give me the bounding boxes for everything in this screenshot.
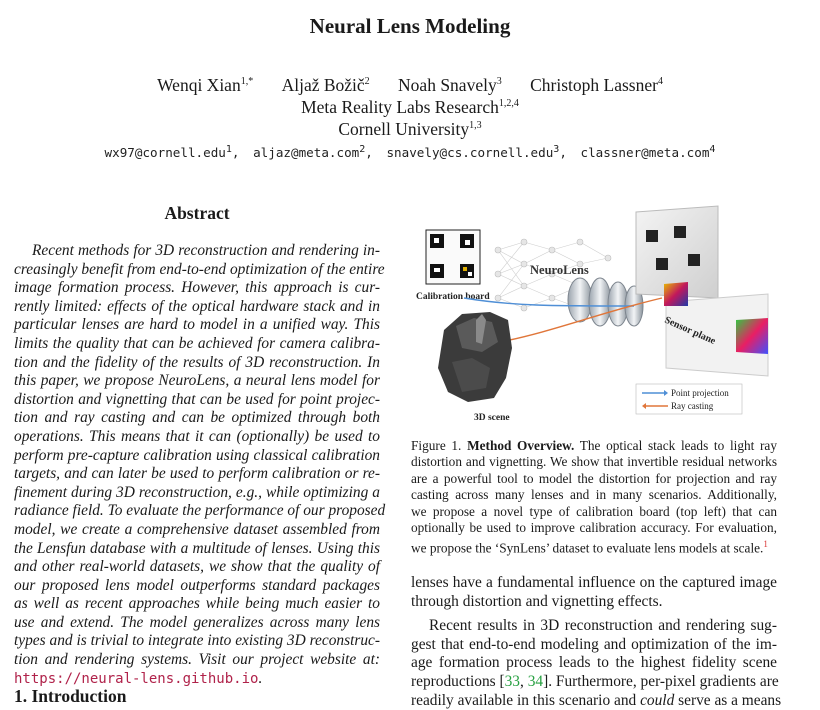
abstract-line: targets, and can later be used to perform calibration or re- bbox=[14, 465, 380, 483]
caption-line: are a powerful tool to model the distortion for projection and ray bbox=[411, 470, 777, 486]
body-line: lenses have a fundamental influence on the captured image bbox=[411, 574, 777, 591]
caption-line: we propose a novel type of calibration board (top left) that can bbox=[411, 503, 777, 519]
body-line: reproductions [33, 34]. Furthermore, per-pixel gradients are bbox=[411, 672, 779, 690]
lens-stack-graphic bbox=[568, 278, 643, 326]
citation-link[interactable]: 34 bbox=[527, 672, 544, 690]
caption-line: optionally be used to improve calibration accuracy. For evaluation, bbox=[411, 520, 777, 536]
author: Christoph Lassner$^4$ bbox=[530, 75, 663, 95]
section-heading-introduction: 1. Introduction bbox=[14, 686, 127, 706]
abstract-line: limits the quality that can be achieved for camera calibra- bbox=[14, 334, 380, 352]
email: aljaz@meta.com$^2$, bbox=[253, 143, 373, 160]
abstract-line: operations. This means that it can (optionally) be used to bbox=[14, 427, 380, 445]
abstract-url-line: https://neural-lens.github.io. bbox=[14, 669, 263, 687]
author: Noah Snavely$^3$ bbox=[398, 75, 502, 95]
citation-link[interactable]: 33 bbox=[504, 672, 520, 690]
introduction-body-text bbox=[411, 574, 782, 710]
abstract-line: types and is trivial to integrate into existing 3D reconstruc- bbox=[14, 632, 380, 650]
figure-legend bbox=[636, 384, 742, 414]
caption-line: Figure 1. Method Overview. The optical stack leads to light ray bbox=[411, 438, 777, 453]
legend-ray-casting: Ray casting bbox=[671, 401, 714, 411]
abstract-line: tion and the fidelity of the results of 3D reconstruction. In bbox=[14, 353, 380, 371]
figure-caption bbox=[411, 438, 777, 557]
legend-point-projection: Point projection bbox=[671, 388, 729, 398]
3d-scene-label: 3D scene bbox=[474, 413, 510, 423]
abstract-line: and other real-world datasets, we show that the quality of bbox=[14, 558, 380, 576]
body-line: Recent results in 3D reconstruction and rendering sug- bbox=[429, 617, 777, 635]
email: snavely@cs.cornell.edu$^3$, bbox=[386, 143, 567, 160]
footnote-reference[interactable]: 1 bbox=[763, 539, 768, 550]
abstract-line: as well as recent approaches while being much easier to bbox=[14, 595, 380, 613]
caption-line: casting across many lenses and in many scenarios. Additionally, bbox=[411, 487, 777, 503]
sensor-plane-label: Sensor plane bbox=[662, 314, 718, 347]
abstract-line: radiance field. To evaluate the performance of our proposed bbox=[14, 502, 386, 520]
abstract-line: image formation process. However, this approach is cur- bbox=[14, 279, 380, 297]
abstract-line: distortion and vignetting that can be used for point projec- bbox=[14, 390, 380, 408]
caption-line: distortion and vignetting. We show that invertible residual networks bbox=[411, 454, 777, 470]
sensor-plane-graphic bbox=[636, 206, 768, 376]
author: Aljaž Božič$^2$ bbox=[281, 75, 370, 95]
author: Wenqi Xian$^{1,*}$ bbox=[157, 75, 254, 95]
calibration-board bbox=[426, 230, 480, 284]
body-line: age formation process leads to the highest fidelity scene bbox=[411, 654, 777, 672]
method-overview-figure bbox=[412, 202, 784, 434]
caption-line: we propose the ‘SynLens’ dataset to evaluate lens models at scale.$^1$ bbox=[411, 539, 768, 556]
body-line: through distortion and vignetting effects. bbox=[411, 592, 663, 610]
abstract-line: tion and ray casting and can be optimized through both bbox=[14, 409, 380, 427]
caption-title: Method Overview. bbox=[467, 438, 575, 453]
abstract-line: this paper, we propose NeuroLens, a neural lens model for bbox=[14, 372, 380, 390]
abstract-line: the Lensfun database with a multitude of lenses. Using this bbox=[14, 539, 380, 557]
affiliation: Cornell University$^{1,3}$ bbox=[338, 119, 482, 139]
abstract-line: finement during 3D reconstruction, e.g., while optimizing a bbox=[14, 483, 380, 501]
abstract-line: perform pre-capture calibration using classical calibration bbox=[14, 446, 380, 464]
email: classner@meta.com$^4$ bbox=[580, 143, 716, 160]
caption-figure-label: Figure 1. bbox=[411, 438, 462, 453]
body-line: gest that end-to-end modeling and optimization of the im- bbox=[411, 635, 777, 653]
abstract-line: particular lenses are hard to model in a unified way. This bbox=[14, 316, 380, 334]
body-line: readily available in this scenario and could serve as a means bbox=[411, 691, 782, 709]
calibration-board-label: Calibration board bbox=[416, 292, 490, 302]
abstract-line: our proposed lens model outperforms standard packages bbox=[14, 576, 380, 594]
author-list bbox=[0, 75, 820, 96]
neurolens-label: NeuroLens bbox=[530, 263, 589, 277]
abstract-line: tion and rendering systems. Visit our project website at: bbox=[14, 651, 380, 669]
3d-scene-graphic bbox=[438, 312, 512, 402]
abstract-line: use and extend. The model generalizes across many lens bbox=[14, 613, 380, 631]
paper-title: Neural Lens Modeling bbox=[309, 14, 511, 38]
abstract-heading: Abstract bbox=[164, 203, 230, 223]
abstract-line: rently limited: effects of the optical hardware stack and in bbox=[14, 297, 380, 315]
abstract-text bbox=[14, 242, 386, 688]
abstract-line: Recent methods for 3D reconstruction and rendering in- bbox=[32, 242, 380, 259]
email-list bbox=[0, 145, 820, 160]
email: wx97@cornell.edu$^1$, bbox=[104, 143, 240, 160]
project-website-link[interactable]: https://neural-lens.github.io bbox=[14, 670, 259, 687]
abstract-line: model, we create a comprehensive dataset assembled from bbox=[14, 520, 380, 538]
abstract-line: creasingly benefit from end-to-end optimization of the entire bbox=[14, 260, 385, 278]
affiliation: Meta Reality Labs Research$^{1,2,4}$ bbox=[301, 97, 519, 117]
